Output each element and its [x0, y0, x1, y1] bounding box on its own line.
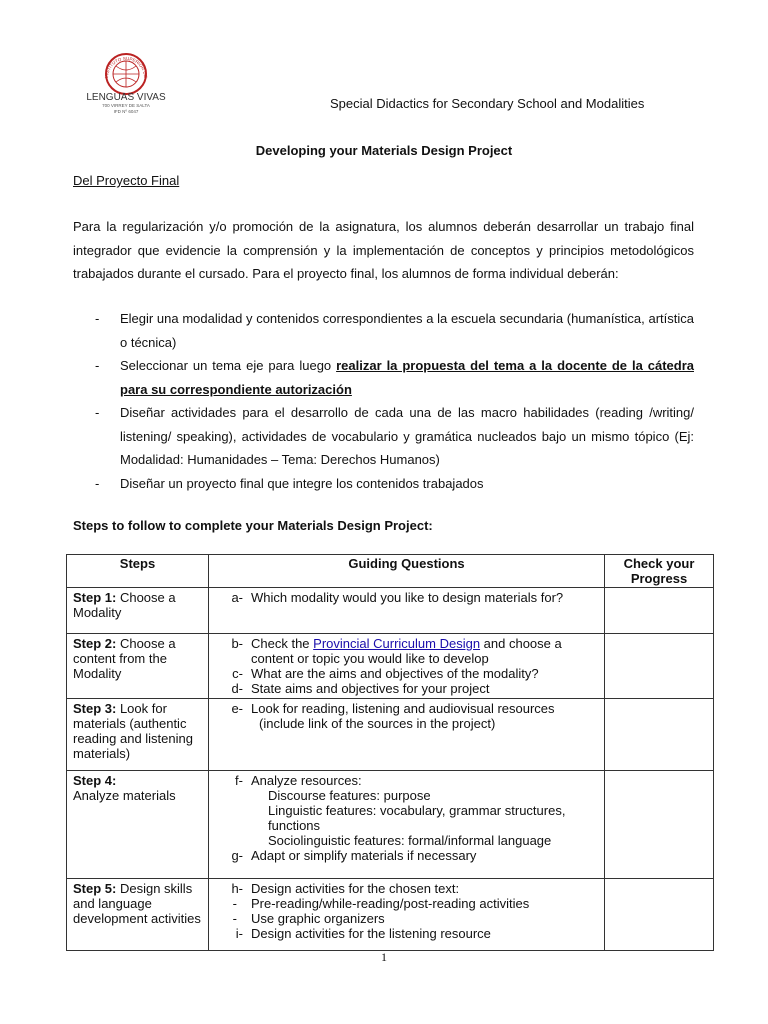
table-row: [67, 634, 714, 699]
step-cell: [67, 634, 209, 699]
step-cell: [67, 879, 209, 951]
question-item: [215, 911, 598, 926]
logo-name: LENGUAS VIVAS: [86, 92, 166, 103]
question-label: -: [232, 911, 237, 926]
institution-logo: [78, 44, 174, 114]
step-cell: [67, 699, 209, 771]
check-cell[interactable]: [605, 699, 714, 771]
question-item: [215, 881, 598, 896]
question-text: Analyze resources:: [251, 773, 362, 788]
question-item: [215, 848, 598, 863]
question-subitem: Discourse features: purpose: [268, 788, 431, 803]
step-text: Analyze materials: [73, 788, 176, 803]
question-item: [215, 701, 598, 716]
question-item: [215, 590, 598, 605]
bullet-text: Diseñar un proyecto final que integre los contenidos trabajados: [120, 475, 484, 491]
table-row: [67, 879, 714, 951]
list-item: [73, 472, 694, 496]
logo-line2: IFD Nº 6047: [113, 109, 139, 114]
requirements-list: [73, 307, 694, 495]
question-text: State aims and objectives for your project: [251, 681, 490, 696]
question-text: [251, 636, 598, 666]
question-item: [215, 926, 598, 941]
question-note: (include link of the sources in the project): [259, 716, 496, 731]
list-item: [73, 401, 694, 472]
question-text: Look for reading, listening and audiovisual resources: [251, 701, 555, 716]
page-number: 1: [381, 950, 387, 964]
question-label: c-: [232, 666, 243, 681]
steps-heading: Steps to follow to complete your Materials Design Project:: [73, 518, 433, 533]
step-label: Step 2:: [73, 636, 117, 651]
step-cell: [67, 771, 209, 879]
question-subitem: Sociolinguistic features: formal/informal language: [268, 833, 552, 848]
document-title: Developing your Materials Design Project: [255, 143, 513, 158]
table-header-row: [67, 555, 714, 588]
question-text: Use graphic organizers: [251, 911, 385, 926]
question-text-post: and choose a content or topic you would like to develop: [251, 636, 562, 666]
logo-line1: 700 VIRREY DE SALTA: [102, 103, 150, 108]
question-subitem: Linguistic features: vocabulary, grammar structures, functions: [268, 803, 566, 833]
question-label: h-: [231, 881, 243, 896]
question-text: Adapt or simplify materials if necessary: [251, 848, 477, 863]
step-label: Step 1:: [73, 590, 117, 605]
course-title: Special Didactics for Secondary School and Modalities: [330, 96, 645, 111]
bullet-dash: -: [95, 358, 100, 373]
bullet-dash: -: [95, 405, 100, 420]
bullet-text: Elegir una modalidad y contenidos correspondientes a la escuela secundaria (humanística, artística o técnica): [120, 311, 694, 350]
question-text: Which modality would you like to design materials for?: [251, 590, 564, 605]
question-label: i-: [235, 926, 243, 941]
questions-cell: [209, 634, 605, 699]
question-label: f-: [235, 773, 243, 788]
step-text: Design skills and language development activities: [73, 881, 201, 926]
step-label: Step 5:: [73, 881, 117, 896]
step-label: Step 4:: [73, 773, 117, 788]
check-cell[interactable]: [605, 879, 714, 951]
question-text: What are the aims and objectives of the modality?: [251, 666, 539, 681]
step-text: Choose a content from the Modality: [73, 636, 176, 681]
step-text: Look for materials (authentic reading and listening materials): [73, 701, 193, 761]
step-text: Choose a Modality: [73, 590, 176, 620]
intro-paragraph: Para la regularización y/o promoción de la asignatura, los alumnos deberán desarrollar un trabajo final integrador que evidencie la comprensión y la implementación de conceptos y principios metodológicos trabajados durante el cursado. Para el proyecto final, los alumnos de forma individual deberán:: [73, 219, 694, 281]
check-cell[interactable]: [605, 588, 714, 634]
question-text: Design activities for the listening resource: [251, 926, 491, 941]
bullet-text: Diseñar actividades para el desarrollo de cada una de las macro habilidades (reading /writing/ listening/ speaking), actividades de vocabulario y gramática nucleados bajo un mismo tópico (Ej: Modalidad: Humanidades – Tema: Derechos Humanos): [120, 405, 694, 467]
curriculum-design-link[interactable]: Provincial Curriculum Design: [313, 636, 481, 651]
question-text: Design activities for the chosen text:: [251, 881, 460, 896]
bullet-text-emphasis: realizar la propuesta del tema a la docente de la cátedra para su correspondiente autorización: [120, 358, 694, 397]
question-label: -: [232, 896, 237, 911]
question-label: b-: [231, 636, 243, 651]
check-cell[interactable]: [605, 771, 714, 879]
list-item: [73, 354, 694, 401]
question-text: Pre-reading/while-reading/post-reading activities: [251, 896, 530, 911]
question-text-pre: Check the: [251, 636, 314, 651]
header-check-progress: Check your Progress: [605, 555, 714, 588]
header-steps: Steps: [67, 555, 209, 588]
bullet-text: [120, 354, 694, 401]
table-row: [67, 771, 714, 879]
questions-cell: [209, 699, 605, 771]
step-cell: [67, 588, 209, 634]
question-label: a-: [231, 590, 243, 605]
question-item: [215, 896, 598, 911]
bullet-text-plain: Seleccionar un tema eje para luego: [120, 358, 337, 373]
bullet-dash: -: [95, 311, 100, 326]
question-item: [215, 773, 598, 788]
list-item: [73, 307, 694, 354]
questions-cell: [209, 879, 605, 951]
question-label: e-: [231, 701, 243, 716]
check-cell[interactable]: [605, 634, 714, 699]
question-label: d-: [231, 681, 243, 696]
table-row: [67, 588, 714, 634]
steps-table: [66, 554, 714, 951]
logo-ring-text: INSTITUTO SUPERIOR DE: [103, 55, 149, 79]
question-item: [215, 666, 598, 681]
question-item: [215, 681, 598, 696]
table-row: [67, 699, 714, 771]
question-item: [215, 636, 598, 666]
bullet-dash: -: [95, 475, 100, 491]
questions-cell: [209, 588, 605, 634]
questions-cell: [209, 771, 605, 879]
header-guiding-questions: Guiding Questions: [209, 555, 605, 588]
question-label: g-: [231, 848, 243, 863]
section-heading: Del Proyecto Final: [73, 173, 180, 188]
step-label: Step 3:: [73, 701, 117, 716]
